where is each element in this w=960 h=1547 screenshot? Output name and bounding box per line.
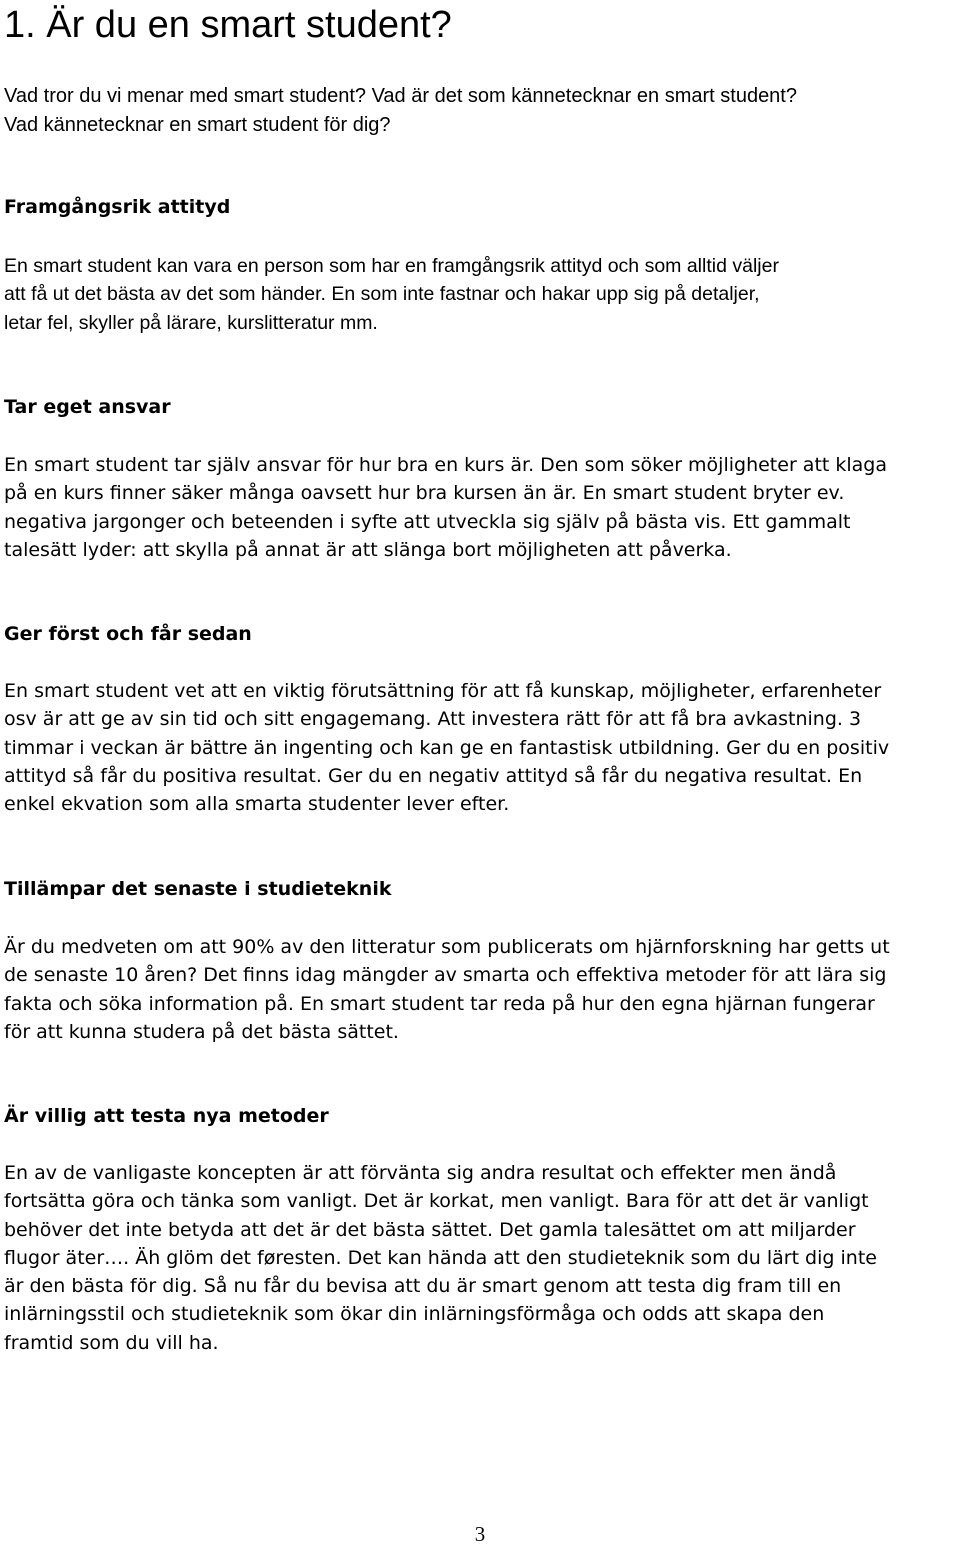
paragraph-line: En av de vanligaste koncepten är att förvänta sig andra resultat och effekter men ändå [4, 1162, 837, 1184]
paragraph-line: att få ut det bästa av det som händer. En som inte fastnar och hakar upp sig på detaljer, [4, 283, 760, 306]
intro-line: Vad kännetecknar en smart student för dig? [4, 114, 391, 136]
section-heading: Framgångsrik attityd [4, 196, 231, 218]
section-paragraph [4, 451, 959, 564]
section-heading: Tar eget ansvar [4, 396, 171, 418]
paragraph-line: fakta och söka information på. En smart student tar reda på hur den egna hjärnan fungerar [4, 992, 875, 1015]
paragraph-line: En smart student kan vara en person som har en framgångsrik attityd och som alltid väljer [4, 255, 779, 277]
paragraph-line: på en kurs finner säker många oavsett hur bra kursen än är. En smart student bryter ev. [4, 482, 845, 505]
paragraph-line: flugor äter…. Äh glöm det føresten. Det kan hända att den studieteknik som du lärt dig inte [4, 1246, 877, 1269]
section-heading: Är villig att testa nya metoder [4, 1105, 329, 1127]
paragraph-line: En smart student tar själv ansvar för hur bra en kurs är. Den som söker möjligheter att klaga [4, 454, 888, 476]
section-paragraph [4, 252, 959, 337]
intro-line: Vad tror du vi menar med smart student? Vad är det som kännetecknar en smart student? [4, 85, 797, 107]
paragraph-line: letar fel, skyller på lärare, kurslitteratur mm. [4, 311, 378, 334]
paragraph-line: enkel ekvation som alla smarta studenter lever efter. [4, 793, 510, 816]
paragraph-line: talesätt lyder: att skylla på annat är att slänga bort möjligheten att påverka. [4, 538, 732, 561]
section-paragraph [4, 1159, 959, 1357]
paragraph-line: framtid som du vill ha. [4, 1331, 219, 1354]
paragraph-line: attityd så får du positiva resultat. Ger du en negativ attityd så får du negativa resultat. En [4, 764, 863, 787]
section-heading: Tillämpar det senaste i studieteknik [4, 878, 392, 900]
paragraph-line: är den bästa för dig. Så nu får du bevisa att du är smart genom att testa dig fram till en [4, 1275, 842, 1298]
paragraph-line: osv är att ge av sin tid och sitt engagemang. Att investera rätt för att få bra avkastning. 3 [4, 708, 862, 731]
paragraph-line: negativa jargonger och beteenden i syfte att utveckla sig själv på bästa vis. Ett gammalt [4, 510, 851, 533]
page-title: 1. Är du en smart student? [4, 4, 452, 46]
intro-paragraph [4, 82, 956, 140]
paragraph-line: för att kunna studera på det bästa sättet. [4, 1020, 399, 1043]
paragraph-line: behöver det inte betyda att det är det bästa sättet. Det gamla talesättet om att miljarder [4, 1218, 856, 1241]
section-paragraph [4, 677, 959, 818]
paragraph-line: inlärningsstil och studieteknik som ökar din inlärningsförmåga och odds att skapa den [4, 1303, 825, 1326]
section-heading: Ger först och får sedan [4, 623, 252, 645]
paragraph-line: En smart student vet att en viktig förutsättning för att få kunskap, möjligheter, erfarenheter [4, 680, 882, 702]
section-paragraph [4, 933, 959, 1046]
paragraph-line: Är du medveten om att 90% av den litteratur som publicerats om hjärnforskning har getts ut [4, 936, 890, 958]
paragraph-line: de senaste 10 åren? Det finns idag mängder av smarta och effektiva metoder för att lära sig [4, 964, 887, 987]
page-number: 3 [474, 1522, 486, 1546]
paragraph-line: timmar i veckan är bättre än ingenting och kan ge en fantastisk utbildning. Ger du en positiv [4, 736, 890, 759]
paragraph-line: fortsätta göra och tänka som vanligt. Det är korkat, men vanligt. Bara för att det är vanligt [4, 1190, 869, 1213]
